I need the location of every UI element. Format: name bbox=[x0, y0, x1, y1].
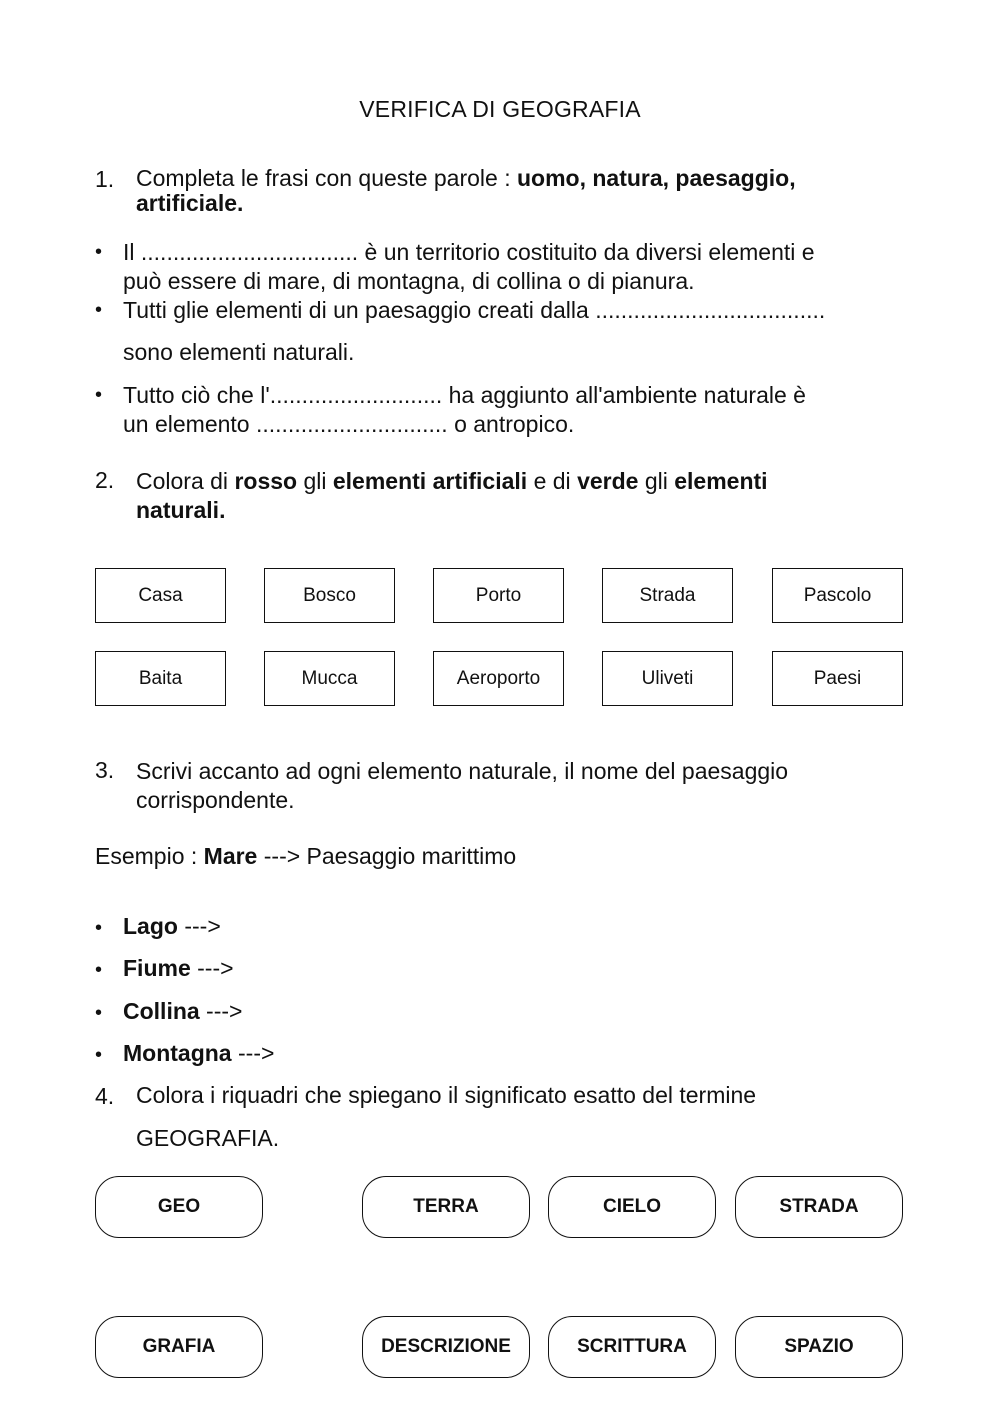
color-box-mucca[interactable]: Mucca bbox=[264, 651, 395, 706]
q1-sentence-1-line1: Il .................................. è un territorio costituito da diversi elementi e bbox=[123, 239, 815, 265]
item-arrow: ---> bbox=[177, 913, 221, 939]
q3-item-fiume bbox=[123, 954, 234, 983]
example-answer: ---> Paesaggio marittimo bbox=[257, 843, 517, 869]
q1-sentence-3-line2: un elemento .............................. o antropico. bbox=[123, 411, 575, 437]
item-word: Collina bbox=[123, 998, 200, 1024]
bullet: • bbox=[95, 959, 103, 981]
color-box-casa[interactable]: Casa bbox=[95, 568, 226, 623]
pill-geo[interactable]: GEO bbox=[95, 1176, 263, 1238]
pill-strada[interactable]: STRADA bbox=[735, 1176, 903, 1238]
q1-sentence-3 bbox=[123, 381, 806, 439]
q1-sentence-2-line1: Tutti glie elementi di un paesaggio creati dalla .................................... bbox=[123, 297, 826, 323]
q2-text: Colora di bbox=[136, 468, 235, 494]
q2-natural-label: elementi bbox=[674, 468, 768, 494]
q2-instruction bbox=[136, 467, 768, 525]
q1-sentence-3-line1: Tutto ciò che l'........................... ha aggiunto all'ambiente naturale è bbox=[123, 382, 806, 408]
q2-text: e di bbox=[527, 468, 578, 494]
q2-text: gli bbox=[297, 468, 333, 494]
q3-item-collina bbox=[123, 997, 242, 1026]
item-arrow: ---> bbox=[199, 998, 243, 1024]
q4-instruction-line2: GEOGRAFIA. bbox=[136, 1125, 280, 1151]
q3-number: 3. bbox=[95, 757, 115, 783]
q2-number: 2. bbox=[95, 467, 115, 493]
q1-sentence-1-line2: può essere di mare, di montagna, di collina o di pianura. bbox=[123, 268, 695, 294]
q4-instruction-line1: Colora i riquadri che spiegano il significato esatto del termine bbox=[136, 1082, 757, 1108]
bullet: • bbox=[95, 917, 103, 939]
example-word: Mare bbox=[203, 843, 258, 869]
color-box-aeroporto[interactable]: Aeroporto bbox=[433, 651, 564, 706]
pill-grafia[interactable]: GRAFIA bbox=[95, 1316, 263, 1378]
item-word: Lago bbox=[123, 913, 178, 939]
q3-item-lago bbox=[123, 912, 221, 941]
pill-cielo[interactable]: CIELO bbox=[548, 1176, 716, 1238]
page-title: VERIFICA DI GEOGRAFIA bbox=[359, 96, 641, 122]
q1-word-list-cont: artificiale. bbox=[136, 190, 244, 216]
q3-instruction-line2: corrispondente. bbox=[136, 787, 295, 813]
q1-instruction bbox=[136, 166, 796, 216]
color-box-bosco[interactable]: Bosco bbox=[264, 568, 395, 623]
item-word: Montagna bbox=[123, 1040, 232, 1066]
item-word: Fiume bbox=[123, 955, 191, 981]
q2-green-word: verde bbox=[577, 468, 639, 494]
q3-instruction bbox=[136, 757, 788, 815]
q1-sentence-2-line2: sono elementi naturali. bbox=[123, 339, 355, 365]
q1-number: 1. bbox=[95, 166, 115, 192]
q1-word-list: uomo, natura, paesaggio, bbox=[516, 165, 796, 191]
pill-terra[interactable]: TERRA bbox=[362, 1176, 530, 1238]
q3-instruction-line1: Scrivi accanto ad ogni elemento naturale, il nome del paesaggio bbox=[136, 758, 789, 784]
bullet: • bbox=[95, 384, 103, 406]
bullet: • bbox=[95, 1044, 103, 1066]
q3-example bbox=[95, 843, 516, 870]
item-arrow: ---> bbox=[190, 955, 234, 981]
color-box-baita[interactable]: Baita bbox=[95, 651, 226, 706]
bullet: • bbox=[95, 241, 103, 263]
q2-red-word: rosso bbox=[234, 468, 298, 494]
bullet: • bbox=[95, 299, 103, 321]
q2-natural-label-cont: naturali. bbox=[136, 497, 226, 523]
color-box-pascolo[interactable]: Pascolo bbox=[772, 568, 903, 623]
bullet: • bbox=[95, 1002, 103, 1024]
q1-instruction-text: Completa le frasi con queste parole : bbox=[136, 165, 517, 191]
q4-number: 4. bbox=[95, 1083, 115, 1109]
color-box-paesi[interactable]: Paesi bbox=[772, 651, 903, 706]
color-box-porto[interactable]: Porto bbox=[433, 568, 564, 623]
pill-spazio[interactable]: SPAZIO bbox=[735, 1316, 903, 1378]
q3-item-montagna bbox=[123, 1039, 274, 1068]
q2-text: gli bbox=[638, 468, 675, 494]
q1-sentence-1 bbox=[123, 238, 815, 296]
item-arrow: ---> bbox=[231, 1040, 275, 1066]
pill-scrittura[interactable]: SCRITTURA bbox=[548, 1316, 716, 1378]
q2-artificial-label: elementi artificiali bbox=[332, 468, 528, 494]
example-label: Esempio : bbox=[95, 843, 204, 869]
color-box-strada[interactable]: Strada bbox=[602, 568, 733, 623]
color-box-uliveti[interactable]: Uliveti bbox=[602, 651, 733, 706]
pill-descrizione[interactable]: DESCRIZIONE bbox=[362, 1316, 530, 1378]
